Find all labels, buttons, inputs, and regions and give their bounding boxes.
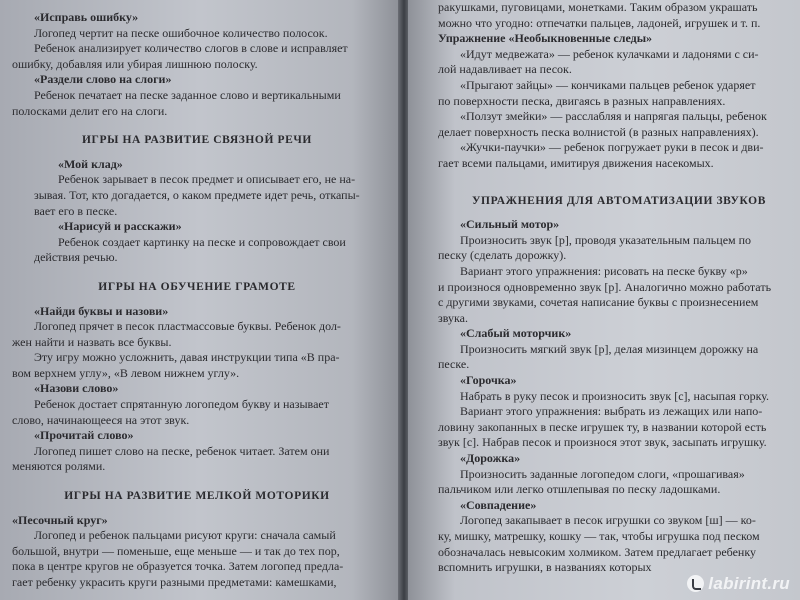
- left-text-line: Логопед прячет в песок пластмассовые буквы. Ребенок дол-: [34, 319, 341, 334]
- right-page: [408, 0, 800, 600]
- left-text-line: ошибку, добавляя или убирая лишнюю полоску.: [12, 56, 258, 71]
- right-exercise-title: «Горочка»: [460, 373, 517, 388]
- right-exercise-title: [438, 209, 800, 217]
- left-text-line: зывая. Тот, кто догадается, о каком предмете идет речь, откапы-: [34, 187, 360, 202]
- right-text-line: лой надавливает на песок.: [438, 62, 572, 77]
- right-text-line: обозначалась невысоким холмиком. Затем предлагает ребенку: [438, 544, 757, 559]
- left-text-line: пока в центре кругов не образуется точка. Затем логопед предла-: [12, 559, 344, 574]
- left-exercise-title: [12, 475, 382, 489]
- left-exercise-title: «Нарисуй и расскажи»: [58, 219, 182, 234]
- right-section-heading: УПРАЖНЕНИЯ ДЛЯ АВТОМАТИЗАЦИИ ЗВУКОВ: [471, 194, 766, 207]
- left-exercise-title: [12, 296, 382, 304]
- right-exercise-title: Упражнение «Необыкновенные следы»: [438, 31, 653, 46]
- right-exercise-title: [438, 172, 800, 186]
- right-text-line: можно что угодно: отпечатки пальцев, ладоней, игрушек и т. п.: [438, 15, 761, 30]
- left-text-line: меняются ролями.: [12, 459, 106, 474]
- right-text-line: делает поверхность песка волнистой (в разных направлениях).: [438, 124, 759, 139]
- left-text-line: Эту игру можно усложнить, давая инструкции типа «В пра-: [34, 350, 340, 365]
- right-text-line: «Ползут змейки» — расслабляя и напрягая пальцы, ребенок: [460, 109, 767, 124]
- left-exercise-title: «Найди буквы и назови»: [34, 303, 169, 318]
- right-text-line: по поверхности песка, двигаясь в разных направлениях.: [438, 93, 726, 108]
- right-text-line: звука.: [438, 310, 468, 325]
- left-exercise-title: [12, 266, 382, 280]
- right-text-line: Набрать в руку песок и произносить звук [с], насыпая горку.: [460, 388, 770, 403]
- left-exercise-title: [12, 119, 382, 133]
- left-text-line: Ребенок анализирует количество слогов в слове и исправляет: [34, 41, 348, 56]
- right-text-line: и произнося одновременно звук [р]. Аналогично можно работать: [438, 279, 772, 294]
- left-text-line: Логопед пишет слово на песке, ребенок читает. Затем они: [34, 443, 330, 458]
- left-text-line: вом верхнем углу», «В левом нижнем углу».: [12, 365, 240, 380]
- right-text-line: пальчиком или легко отшлепывая по песку ладошками.: [438, 482, 721, 497]
- left-text-line: полосками делит его на слоги.: [12, 103, 168, 118]
- left-text-line: Логопед и ребенок пальцами рисуют круги: сначала самый: [34, 528, 336, 543]
- left-text-line: большой, внутри — поменьше, еще меньше — и так до тех пор,: [12, 543, 340, 558]
- left-text-line: Логопед чертит на песке ошибочное количество полосок.: [34, 25, 328, 40]
- left-text-line: вает его в песке.: [34, 203, 118, 218]
- left-section-heading: ИГРЫ НА РАЗВИТИЕ МЕЛКОЙ МОТОРИКИ: [64, 490, 330, 503]
- left-text-line: Ребенок печатает на песке заданное слово и вертикальными: [34, 87, 341, 102]
- right-exercise-title: «Сильный мотор»: [460, 217, 560, 232]
- right-text-line: «Идут медвежата» — ребенок кулачками и ладонями с си-: [460, 46, 759, 61]
- left-text-line: гает ребенку украсить круги разными предметами: камешками,: [12, 575, 337, 589]
- left-exercise-title: «Прочитай слово»: [34, 428, 134, 443]
- left-exercise-title: «Мой клад»: [58, 156, 123, 171]
- left-exercise-title: «Песочный круг»: [12, 512, 108, 527]
- left-section-heading: ИГРЫ НА ОБУЧЕНИЕ ГРАМОТЕ: [98, 280, 296, 293]
- right-text-line: «Прыгают зайцы» — кончиками пальцев ребенок ударяет: [460, 77, 756, 92]
- right-text-line: ловину закопанных в песке игрушек ту, в названии которой есть: [438, 419, 767, 434]
- right-text-line: «Жучки-паучки» — ребенок погружает руки в песок и дви-: [460, 140, 764, 155]
- left-exercise-title: [12, 149, 382, 157]
- right-text-line: Произносить звук [р], проводя указательным пальцем по: [460, 232, 752, 247]
- right-text-line: звук [с]. Набрав песок и произнося этот звук, засыпать игрушку.: [438, 435, 767, 450]
- left-exercise-title: «Раздели слово на слоги»: [34, 72, 172, 87]
- left-exercise-title: «Назови слово»: [34, 381, 119, 396]
- labirint-logo-icon: [687, 575, 704, 592]
- left-text-line: действия речью.: [34, 250, 118, 265]
- right-text-line: Логопед закапывает в песок игрушки со звуком [ш] — ко-: [460, 513, 756, 528]
- left-text-line: Ребенок достает спрятанную логопедом букву и называет: [34, 397, 329, 412]
- left-text-line: Ребенок зарывает в песок предмет и описывает его, не на-: [58, 172, 356, 187]
- left-text-line: жен найти и назвать все буквы.: [12, 334, 172, 349]
- right-text-line: Вариант этого упражнения: рисовать на песке букву «р»: [460, 263, 748, 278]
- left-exercise-title: «Исправь ошибку»: [34, 10, 139, 24]
- left-exercise-title: [12, 505, 382, 513]
- watermark-text: labirint.ru: [708, 574, 790, 593]
- right-text-line: вспомнить игрушки, в названиях которых: [438, 560, 652, 575]
- right-exercise-title: [438, 186, 800, 194]
- right-exercise-title: «Совпадение»: [460, 497, 537, 512]
- right-text-line: песку (сделать дорожку).: [438, 248, 567, 263]
- left-section-heading: ИГРЫ НА РАЗВИТИЕ СВЯЗНОЙ РЕЧИ: [82, 134, 312, 147]
- right-text-line: Произносить мягкий звук [р], делая мизинцем дорожку на: [460, 341, 759, 356]
- right-text-line: гает всеми пальцами, имитируя движения насекомых.: [438, 155, 714, 170]
- right-text-line: песке.: [438, 357, 470, 372]
- right-exercise-title: «Слабый моторчик»: [460, 326, 572, 341]
- right-text-line: Произносить заданные логопедом слоги, «прошагивая»: [460, 466, 745, 481]
- right-exercise-title: «Дорожка»: [460, 451, 521, 466]
- labirint-watermark: [687, 574, 790, 594]
- right-text-line: с другими звуками, сочетая написание буквы с произнесением: [438, 295, 759, 310]
- right-text-line: ку, мишку, матрешку, кошку — так, чтобы игрушка под песком: [438, 529, 760, 543]
- right-text-line: Вариант этого упражнения: выбрать из лежащих или напо-: [460, 404, 763, 419]
- left-text-line: Ребенок создает картинку на песке и сопровождает свои: [58, 234, 346, 249]
- right-text-line: ракушками, пуговицами, монетками. Таким образом украшать: [438, 0, 758, 14]
- left-text-line: слово, начинающееся на этот звук.: [12, 412, 190, 427]
